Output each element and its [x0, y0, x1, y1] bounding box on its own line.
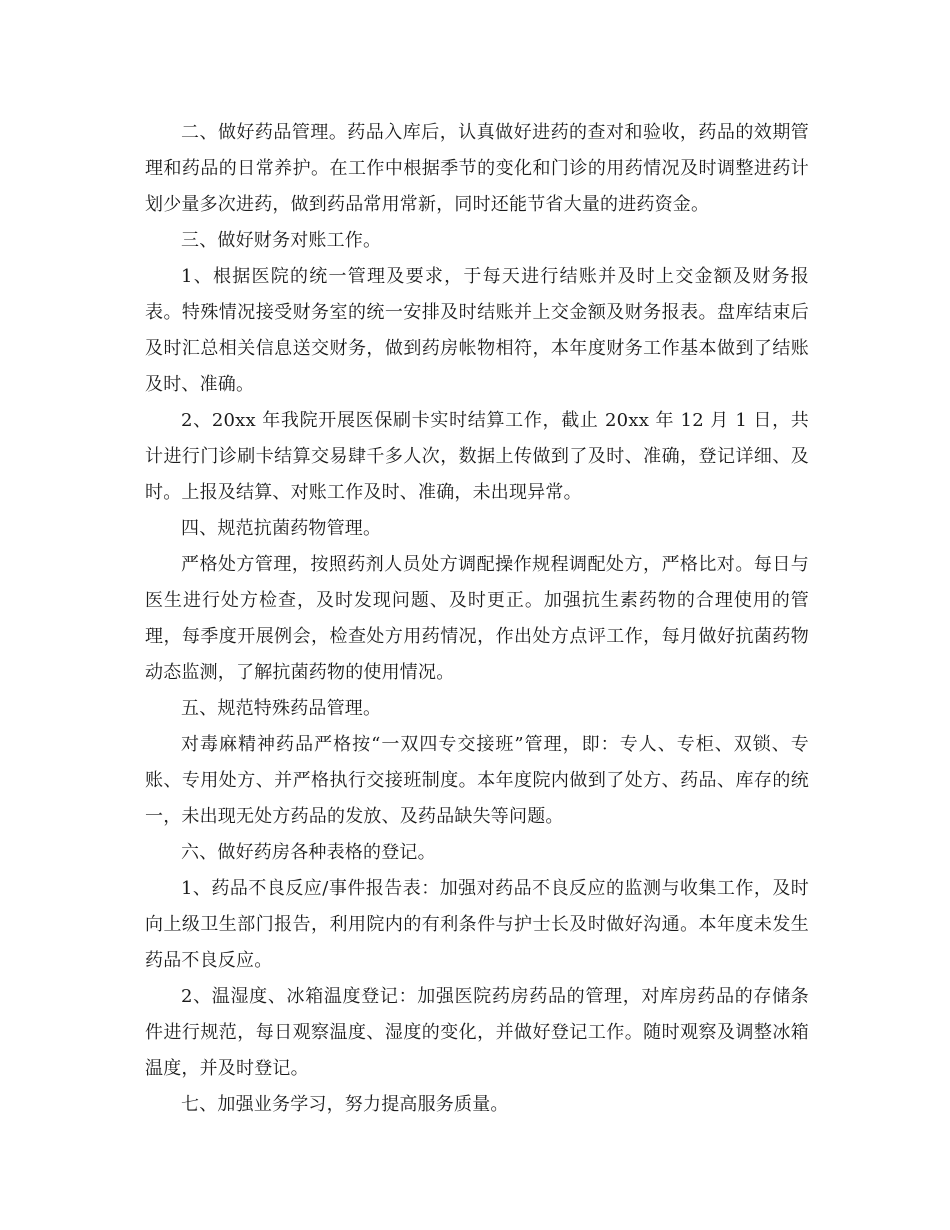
paragraph-adverse-reaction: 1、药品不良反应/事件报告表：加强对药品不良反应的监测与收集工作，及时向上级卫生部门报告，利用院内的有利条件与护士长及时做好沟通。本年度未发生药品不良反应。 — [145, 878, 809, 971]
paragraph-temperature-log: 2、温湿度、冰箱温度登记：加强医院药房药品的管理，对库房药品的存储条件进行规范，每日观察温度、湿度的变化，并做好登记工作。随时观察及调整冰箱温度，并及时登记。 — [145, 986, 809, 1079]
paragraph-drug-management: 二、做好药品管理。药品入库后，认真做好进药的查对和验收，药品的效期管理和药品的日常养护。在工作中根据季节的变化和门诊的用药情况及时调整进药计划少量多次进药，做到药品常用常新，同时还能节省大量的进药资金。 — [145, 122, 809, 215]
heading-professional-learning: 七、加强业务学习，努力提高服务质量。 — [181, 1094, 509, 1115]
heading-antibiotic-management: 四、规范抗菌药物管理。 — [181, 518, 382, 539]
paragraph-finance-1: 1、根据医院的统一管理及要求，于每天进行结账并及时上交金额及财务报表。特殊情况接受财务室的统一安排及时结账并上交金额及财务报表。盘库结束后及时汇总相关信息送交财务，做到药房帐物相符，本年度财务工作基本做到了结账及时、准确。 — [145, 266, 809, 395]
paragraph-special-drugs: 对毒麻精神药品严格按“一双四专交接班”管理，即：专人、专柜、双锁、专账、专用处方、并严格执行交接班制度。本年度院内做到了处方、药品、库存的统一，未出现无处方药品的发放、及药品缺失等问题。 — [145, 734, 809, 827]
heading-finance-reconciliation: 三、做好财务对账工作。 — [181, 230, 382, 251]
paragraph-finance-2: 2、20xx 年我院开展医保刷卡实时结算工作，截止 20xx 年 12 月 1 日，共计进行门诊刷卡结算交易肆千多人次，数据上传做到了及时、准确，登记详细、及时。上报及结算、对账工作及时、准确，未出现异常。 — [145, 410, 809, 503]
paragraph-antibiotic: 严格处方管理，按照药剂人员处方调配操作规程调配处方，严格比对。每日与医生进行处方检查，及时发现问题、及时更正。加强抗生素药物的合理使用的管理，每季度开展例会，检查处方用药情况，作出处方点评工作，每月做好抗菌药物动态监测，了解抗菌药物的使用情况。 — [145, 554, 809, 683]
document-body — [145, 115, 809, 1123]
heading-special-drugs: 五、规范特殊药品管理。 — [181, 698, 382, 719]
heading-pharmacy-forms: 六、做好药房各种表格的登记。 — [181, 842, 436, 863]
